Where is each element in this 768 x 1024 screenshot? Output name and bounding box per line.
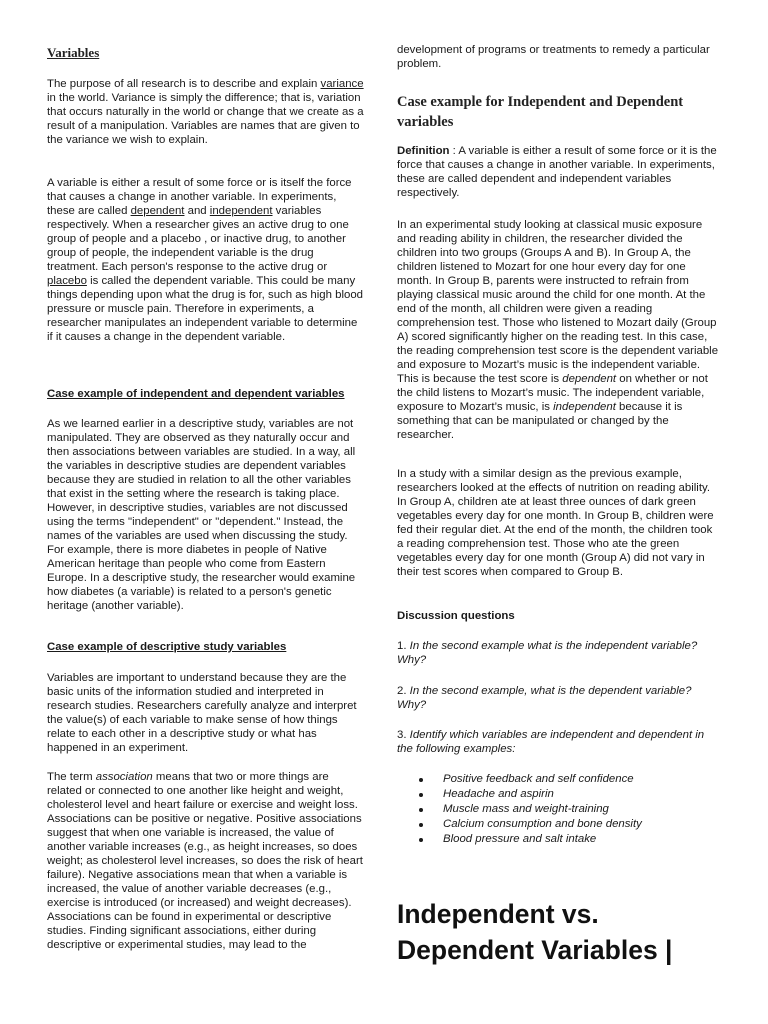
text: means that two or more things are related or connected to one another like height and weight, cholesterol level and heart failure or exercise and weight loss. Associations can be positive or negative. Positive associations suggest that when one variable is increased, the value of another variable increases (e.g., as height increases, so does weight; as cholesterol level increases, so does the risk of heart failure). Negative associations mean that when a variable is increased, the value of another variable decreases (e.g., exercise is introduced (or increased) and weight decreases). Associations can be found in experimental or descriptive studies. Finding significant associations, either during descriptive or experimental studies, may lead to the (47, 771, 363, 951)
paragraph-association (47, 770, 365, 952)
question-number: 1. (397, 640, 410, 652)
question-text: Identify which variables are independent and dependent in the following examples: (397, 729, 705, 755)
question-text: In the second example what is the independent variable? Why? (397, 640, 698, 666)
link-placebo[interactable]: placebo (47, 275, 87, 287)
examples-list (417, 772, 721, 847)
variables-heading: Variables (47, 45, 100, 60)
text: and (184, 205, 210, 217)
list-item: Calcium consumption and bone density (417, 817, 721, 832)
discussion-questions-title: Discussion questions (397, 610, 515, 622)
paragraph-definition (397, 144, 721, 200)
paragraph-mozart-study (397, 218, 721, 442)
subheading-case-example-descriptive: Case example of descriptive study variables (47, 641, 287, 653)
text: The term (47, 771, 96, 783)
emphasis-association: association (95, 771, 153, 783)
question-text: In the second example, what is the dependent variable? Why? (397, 685, 692, 711)
question-number: 3. (397, 729, 410, 741)
list-item: Headache and aspirin (417, 787, 721, 802)
list-item: Muscle mass and weight-training (417, 802, 721, 817)
text: because it is something that can be manipulated or changed by the researcher. (397, 401, 683, 441)
paragraph-descriptive-study: As we learned earlier in a descriptive study, variables are not manipulated. They are observed as they naturally occur and then associations between variables are studied. In a way, all the variables in descriptive studies are dependent variables because they are studied in relation to all the other variables that exist in the setting where the research is taking place. However, in descriptive studies, variables are not discussed using the terms "independent" or "dependent." Instead, the names of the variables are used when discussing the study. For example, there is more diabetes in people of Native American heritage than people who come from Eastern Europe. In a descriptive study, the researcher would examine how diabetes (a variable) is related to a person's genetic heritage (another variable). (47, 418, 356, 612)
paragraph-variable-definition (47, 176, 365, 344)
paragraph-nutrition-study: In a study with a similar design as the previous example, researchers looked at the effects of nutrition on reading ability. In Group A, children ate at least three ounces of dark green vegetables every day for one month. In Group B, children were fed their regular diet. At the end of the month, the children took a reading comprehension test. Those who ate the green vegetables every day for one month (Group A) did not vary in their test scores when compared to Group B. (397, 468, 714, 578)
link-variance[interactable]: variance (320, 78, 364, 90)
question-number: 2. (397, 685, 410, 697)
text: variables respectively. When a researcher gives an active drug to one group of people and a placebo , or inactive drug, to another group of people, the independent variable is the drug treatment. Each person's response to the active drug or (47, 205, 349, 273)
case-example-heading: Case example for Independent and Dependent variables (397, 94, 684, 130)
text: In an experimental study looking at classical music exposure and reading ability in children, the researcher divided the children into two groups (Groups A and B). In Group A, the children listened to Mozart for one hour every day for one month. In Group B, parents were instructed to refrain from playing classical music around the child for one month. At the end of the month, all children were given a reading comprehension test. Those who listened to Mozart daily (Group A) scored significantly higher on the reading test. In this case, the reading comprehension test score is the dependent variable and exposure to Mozart’s music is the independent variable. This is because the test score is (397, 219, 719, 385)
large-title: Independent vs. Dependent Variables | (397, 899, 673, 965)
definition-label: Definition (397, 145, 450, 157)
subheading-case-example-independent-dependent: Case example of independent and dependent variables (47, 388, 345, 400)
question-1 (397, 639, 721, 667)
text: is called the dependent variable. This could be many things depending upon what the drug is for, such as high blood pressure or muscle pain. Therefore in experiments, a researcher manipulates an independent variable to determine if it causes a change in the dependent variable. (47, 275, 364, 343)
text: A variable is either a result of some force or is itself the force that causes a change in another variable. In experiments, these are called (47, 177, 352, 217)
list-item: Positive feedback and self confidence (417, 772, 721, 787)
emphasis-dependent: dependent (562, 373, 617, 385)
text: : A variable is either a result of some force or it is the force that causes a change in another variable. In experiments, these are called dependent and independent variables respectively. (397, 145, 717, 199)
text: in the world. Variance is simply the difference; that is, variation that occurs naturally in the world or change that we create as a result of a manipulation. Variables are names that are given to the variance we wish to explain. (47, 92, 364, 146)
question-2 (397, 684, 721, 712)
text: The purpose of all research is to describe and explain (47, 78, 321, 90)
link-dependent[interactable]: dependent (130, 205, 185, 217)
emphasis-independent: independent (553, 401, 616, 413)
paragraph-continued: development of programs or treatments to remedy a particular problem. (397, 44, 710, 70)
text: on whether or not the child listens to Mozart’s music. The independent variable, exposure to Mozart’s music, is (397, 373, 708, 413)
paragraph-variance (47, 77, 365, 147)
paragraph-importance: Variables are important to understand because they are the basic units of the information studied and interpreted in research studies. Researchers carefully analyze and interpret the value(s) of each variable to make sense of how things relate to each other in a descriptive study or what has happened in an experiment. (47, 672, 357, 754)
question-3 (397, 728, 721, 756)
list-item: Blood pressure and salt intake (417, 832, 721, 847)
link-independent[interactable]: independent (209, 205, 273, 217)
